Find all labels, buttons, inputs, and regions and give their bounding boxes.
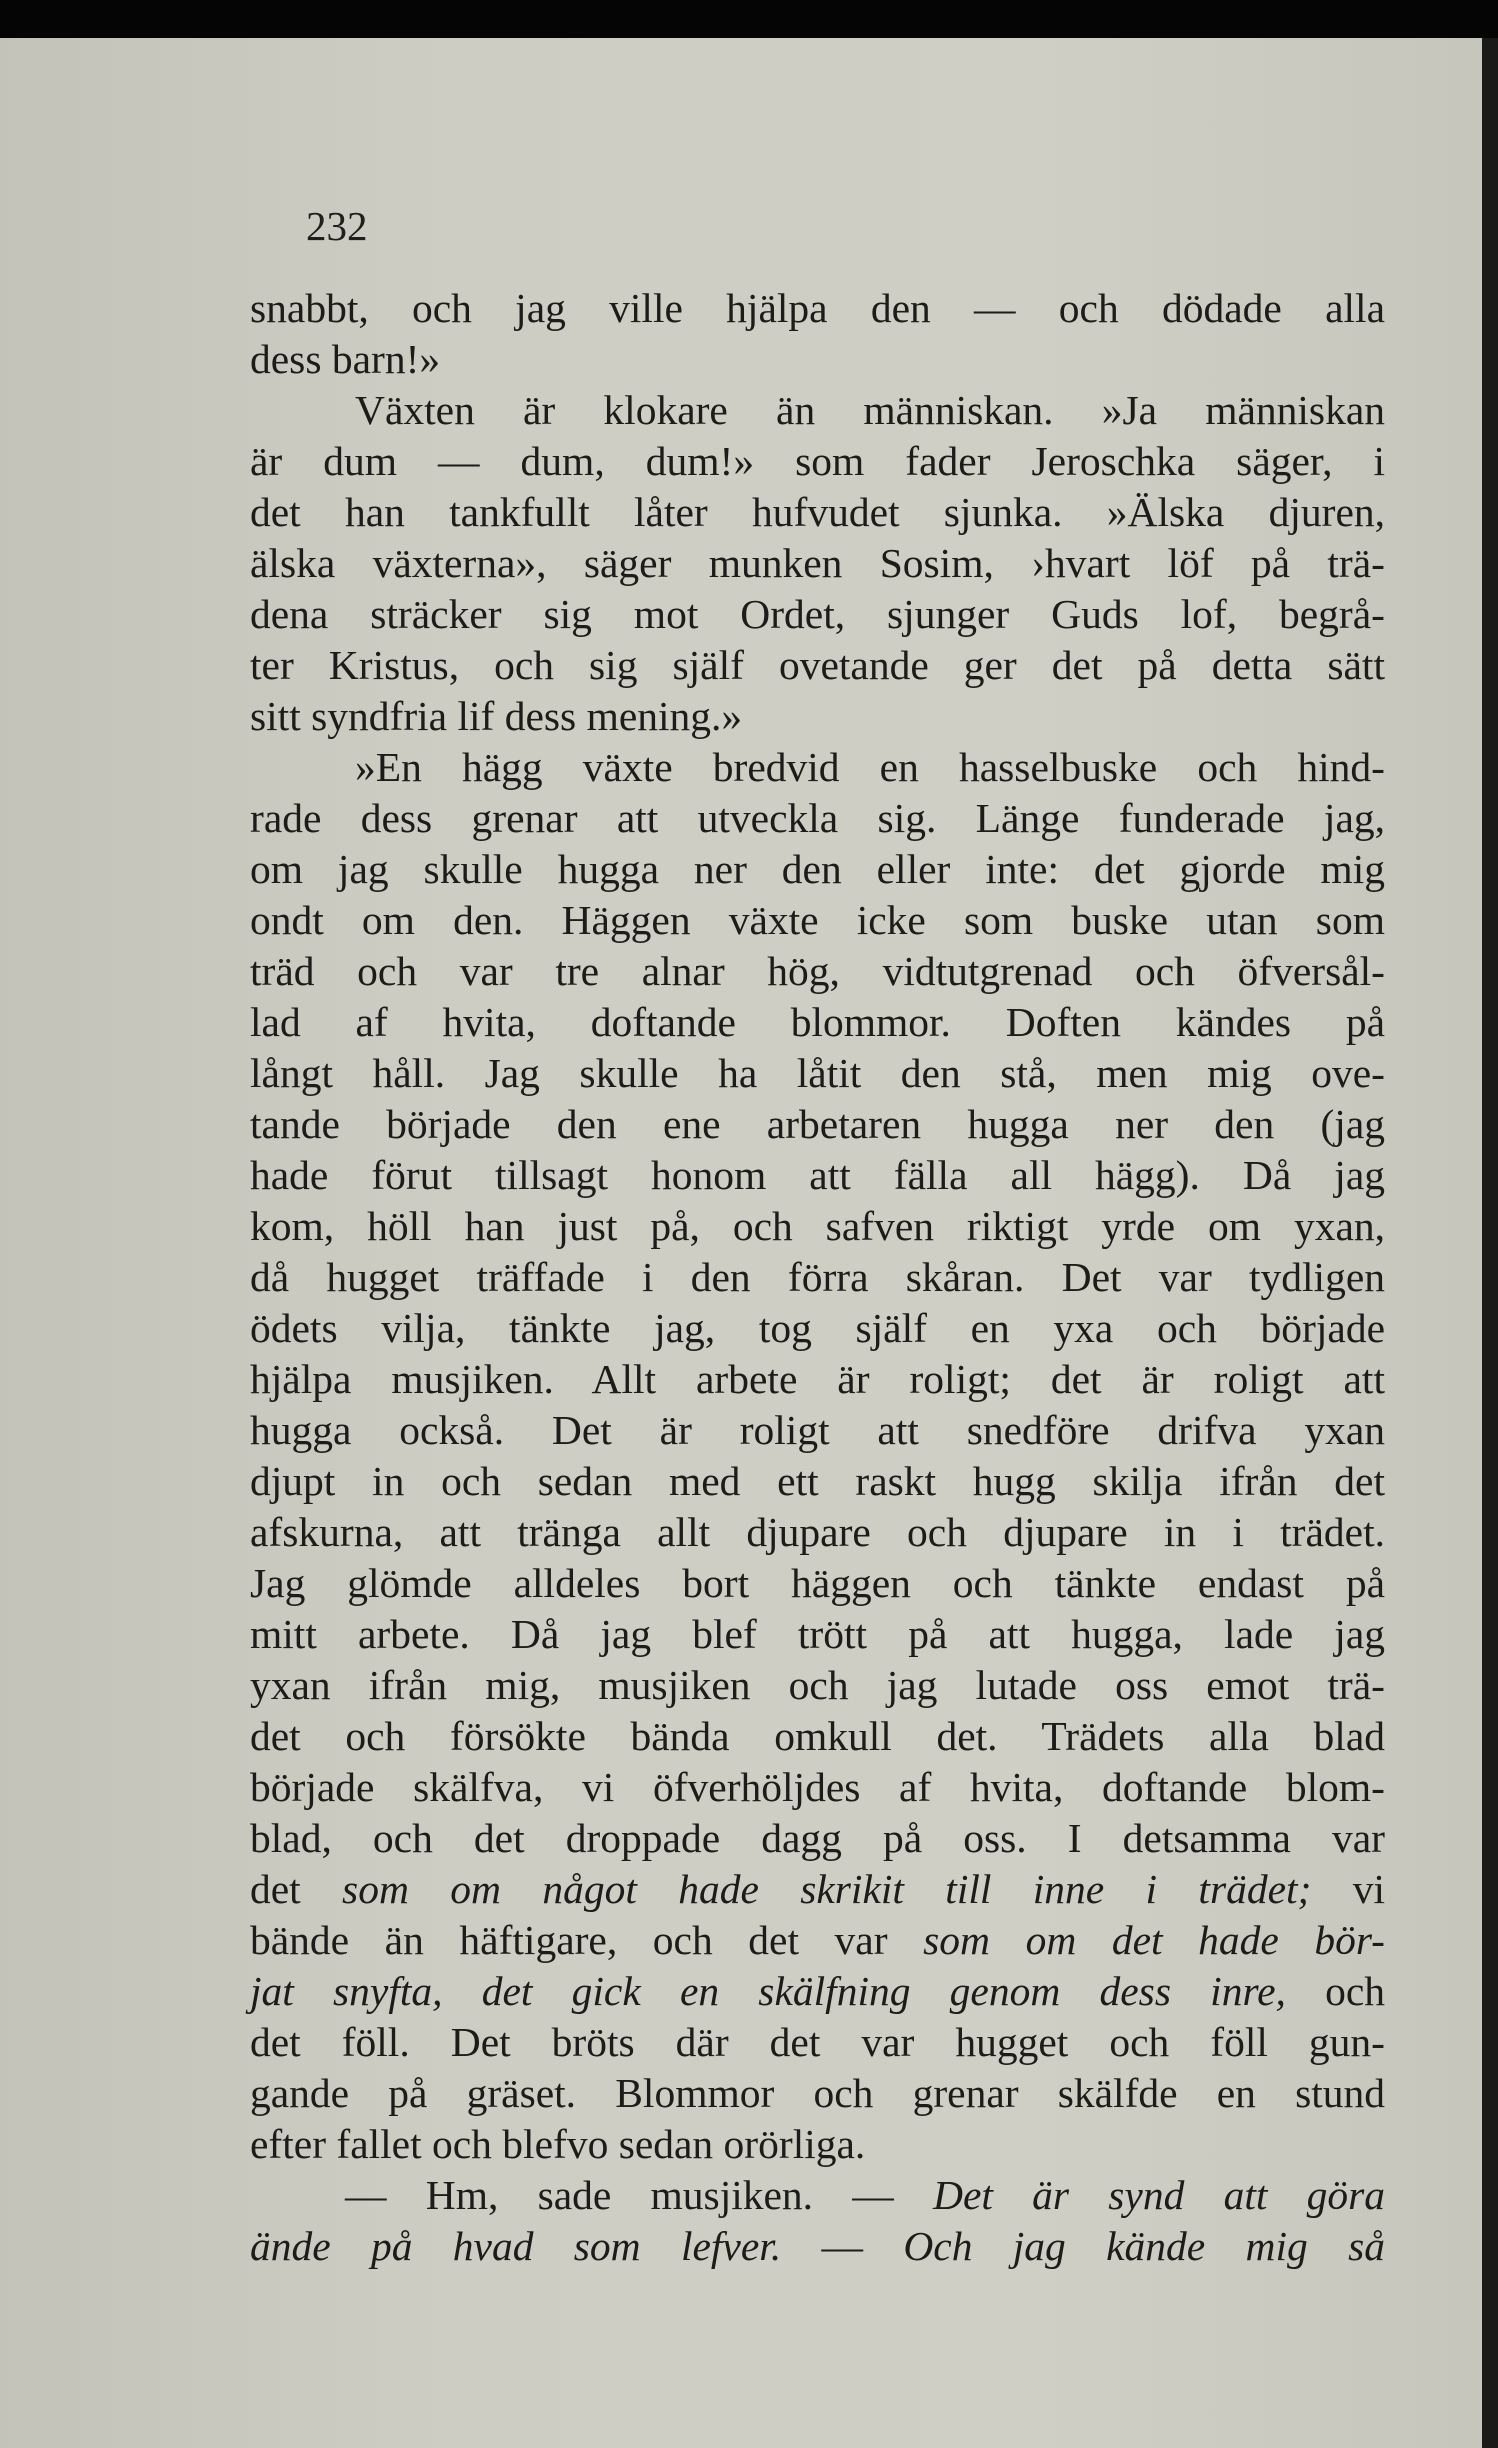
- text-segment: det och försökte bända omkull det. Trädets alla blad: [250, 1713, 1385, 1759]
- text-segment: vi: [1311, 1866, 1385, 1912]
- text-line: [250, 1507, 1385, 1558]
- text-line: [250, 1915, 1385, 1966]
- text-line: [250, 589, 1385, 640]
- text-line: [250, 1405, 1385, 1456]
- text-segment: bände än häftigare, och det var: [250, 1917, 924, 1963]
- text-segment: om jag skulle hugga ner den eller inte: det gjorde mig: [250, 846, 1385, 892]
- text-line: [250, 793, 1385, 844]
- text-segment: det han tankfullt låter hufvudet sjunka. »Älska djuren,: [250, 489, 1385, 535]
- text-line: [250, 946, 1385, 997]
- text-line: [250, 997, 1385, 1048]
- text-segment: ödets vilja, tänkte jag, tog själf en yxa och började: [250, 1305, 1385, 1351]
- italic-text-segment: Och jag kände mig så: [903, 2223, 1385, 2269]
- text-segment: sitt syndfria lif dess mening.»: [250, 693, 743, 739]
- text-line: [250, 334, 1385, 385]
- italic-text-segment: jat snyfta, det gick en skälfning genom dess inre,: [250, 1968, 1286, 2014]
- text-segment: dess barn!»: [250, 336, 441, 382]
- text-segment: hade förut tillsagt honom att fälla all hägg). Då jag: [250, 1152, 1385, 1198]
- text-segment: tande började den ene arbetaren hugga ner den (jag: [250, 1101, 1385, 1147]
- scan-top-border: [0, 0, 1498, 38]
- text-segment: »En hägg växte bredvid en hasselbuske och hind-: [355, 744, 1385, 790]
- text-segment: träd och var tre alnar hög, vidtutgrenad och öfversål-: [250, 948, 1385, 994]
- page-number: 232: [306, 203, 368, 249]
- text-line: [250, 844, 1385, 895]
- text-line: [250, 487, 1385, 538]
- text-segment: är dum — dum, dum!» som fader Jeroschka säger, i: [250, 438, 1385, 484]
- text-segment: Jag glömde alldeles bort häggen och tänkte endast på: [250, 1560, 1385, 1606]
- text-line: [250, 1048, 1385, 1099]
- text-line: [250, 1660, 1385, 1711]
- italic-text-segment: Det är synd att göra: [933, 2172, 1385, 2218]
- text-segment: då hugget träffade i den förra skåran. Det var tydligen: [250, 1254, 1385, 1300]
- text-segment: rade dess grenar att utveckla sig. Länge funderade jag,: [250, 795, 1385, 841]
- text-line: [250, 2170, 1385, 2221]
- text-segment: mitt arbete. Då jag blef trött på att hugga, lade jag: [250, 1611, 1385, 1657]
- text-line: [250, 1711, 1385, 1762]
- text-line: [250, 1966, 1385, 2017]
- text-line: [250, 283, 1385, 334]
- text-segment: djupt in och sedan med ett raskt hugg skilja ifrån det: [250, 1458, 1385, 1504]
- text-line: [250, 538, 1385, 589]
- text-segment: Växten är klokare än människan. »Ja människan: [355, 387, 1385, 433]
- text-segment: långt håll. Jag skulle ha låtit den stå, men mig ove-: [250, 1050, 1385, 1096]
- body-text: [250, 283, 1385, 2272]
- text-line: [250, 691, 1385, 742]
- text-line: [250, 1201, 1385, 1252]
- text-segment: gande på gräset. Blommor och grenar skälfde en stund: [250, 2070, 1385, 2116]
- italic-text-segment: som om det hade bör-: [923, 1917, 1385, 1963]
- text-line: [250, 385, 1385, 436]
- text-segment: afskurna, att tränga allt djupare och djupare in i trädet.: [250, 1509, 1385, 1555]
- text-line: [250, 742, 1385, 793]
- text-segment: snabbt, och jag ville hjälpa den — och dödade alla: [250, 285, 1385, 331]
- italic-text-segment: ände på hvad som lefver.: [250, 2223, 782, 2269]
- text-segment: —: [781, 2223, 904, 2269]
- text-segment: älska växterna», säger munken Sosim, ›hvart löf på trä-: [250, 540, 1385, 586]
- text-segment: det föll. Det bröts där det var hugget och föll gun-: [250, 2019, 1385, 2065]
- text-segment: blad, och det droppade dagg på oss. I detsamma var: [250, 1815, 1385, 1861]
- text-segment: började skälfva, vi öfverhöljdes af hvita, doftande blom-: [250, 1764, 1385, 1810]
- text-line: [250, 1354, 1385, 1405]
- text-line: [250, 895, 1385, 946]
- text-line: [250, 436, 1385, 487]
- text-segment: ondt om den. Häggen växte icke som buske utan som: [250, 897, 1385, 943]
- text-line: [250, 640, 1385, 691]
- text-segment: hjälpa musjiken. Allt arbete är roligt; det är roligt att: [250, 1356, 1385, 1402]
- text-line: [250, 2017, 1385, 2068]
- text-segment: lad af hvita, doftande blommor. Doften kändes på: [250, 999, 1385, 1045]
- text-segment: yxan ifrån mig, musjiken och jag lutade oss emot trä-: [250, 1662, 1385, 1708]
- text-line: [250, 1303, 1385, 1354]
- text-line: [250, 1813, 1385, 1864]
- text-segment: det: [250, 1866, 343, 1912]
- text-segment: — Hm, sade musjiken. —: [345, 2172, 934, 2218]
- text-segment: kom, höll han just på, och safven riktigt yrde om yxan,: [250, 1203, 1385, 1249]
- text-line: [250, 1099, 1385, 1150]
- text-segment: dena sträcker sig mot Ordet, sjunger Guds lof, begrå-: [250, 591, 1385, 637]
- text-line: [250, 1456, 1385, 1507]
- text-line: [250, 1558, 1385, 1609]
- text-line: [250, 2221, 1385, 2272]
- text-segment: efter fallet och blefvo sedan orörliga.: [250, 2121, 866, 2167]
- scan-right-edge: [1482, 38, 1498, 2448]
- text-segment: och: [1285, 1968, 1385, 2014]
- text-line: [250, 1252, 1385, 1303]
- text-segment: hugga också. Det är roligt att snedföre drifva yxan: [250, 1407, 1385, 1453]
- text-line: [250, 1609, 1385, 1660]
- italic-text-segment: som om något hade skrikit till inne i trädet;: [342, 1866, 1312, 1912]
- text-line: [250, 1150, 1385, 1201]
- text-line: [250, 1864, 1385, 1915]
- text-segment: ter Kristus, och sig själf ovetande ger det på detta sätt: [250, 642, 1385, 688]
- text-line: [250, 2119, 1385, 2170]
- text-line: [250, 1762, 1385, 1813]
- text-line: [250, 2068, 1385, 2119]
